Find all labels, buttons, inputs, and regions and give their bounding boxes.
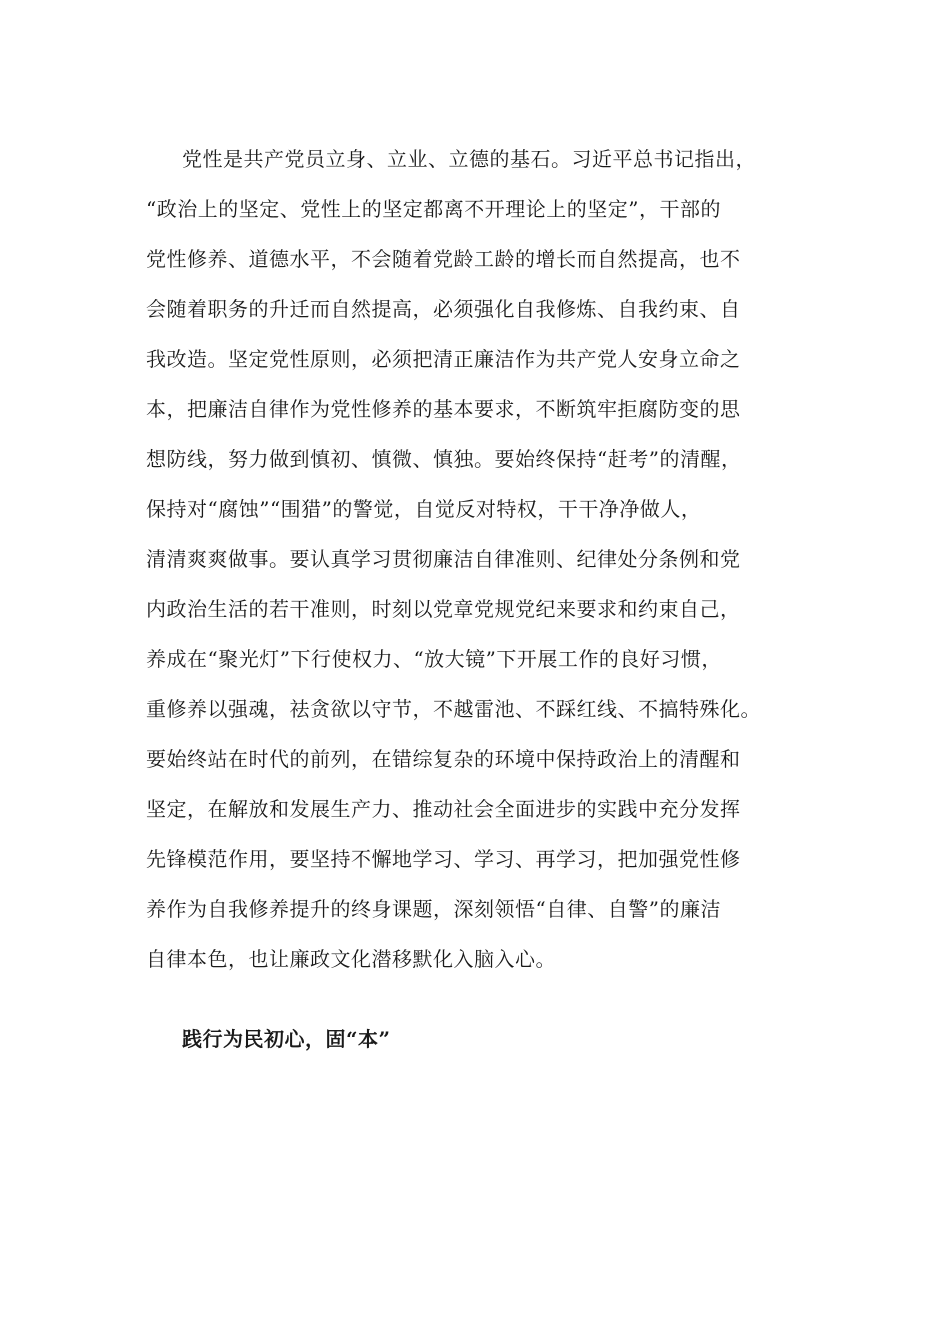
paragraph-line: 会随着职务的升迁而自然提高，必须强化自我修炼、自我约束、自 [146,297,741,321]
paragraph-line: 内政治生活的若干准则，时刻以党章党规党纪来要求和约束自己， [146,597,741,621]
paragraph-line: 先锋模范作用，要坚持不懈地学习、学习、再学习，把加强党性修 [146,847,741,871]
paragraph-line: 党性修养、道德水平，不会随着党龄工龄的增长而自然提高，也不 [146,247,741,271]
paragraph-line: 养成在“聚光灯”下行使权力、“放大镜”下开展工作的良好习惯， [146,647,722,671]
paragraph-line: 要始终站在时代的前列，在错综复杂的环境中保持政治上的清醒和 [146,747,741,771]
paragraph-line: 保持对“腐蚀”“围猎”的警觉，自觉反对特权，干干净净做人， [146,497,702,521]
body-paragraph [146,134,806,984]
section-heading: 践行为民初心，固“本” [182,1027,391,1051]
paragraph-line: 自律本色，也让廉政文化潜移默化入脑入心。 [146,947,556,971]
paragraph-line: 我改造。坚定党性原则，必须把清正廉洁作为共产党人安身立命之 [146,347,741,371]
paragraph-line: 清清爽爽做事。要认真学习贯彻廉洁自律准则、纪律处分条例和党 [146,547,741,571]
paragraph-line: “政治上的坚定、党性上的坚定都离不开理论上的坚定”，干部的 [146,197,721,221]
paragraph-line: 党性是共产党员立身、立业、立德的基石。习近平总书记指出， [182,147,756,171]
paragraph-line: 重修养以强魂，祛贪欲以守节，不越雷池、不踩红线、不搞特殊化。 [146,697,761,721]
paragraph-line: 坚定，在解放和发展生产力、推动社会全面进步的实践中充分发挥 [146,797,741,821]
paragraph-line: 本，把廉洁自律作为党性修养的基本要求，不断筑牢拒腐防变的思 [146,397,741,421]
paragraph-line: 养作为自我修养提升的终身课题，深刻领悟“自律、自警”的廉洁 [146,897,721,921]
paragraph-line: 想防线，努力做到慎初、慎微、慎独。要始终保持“赶考”的清醒， [146,447,742,471]
